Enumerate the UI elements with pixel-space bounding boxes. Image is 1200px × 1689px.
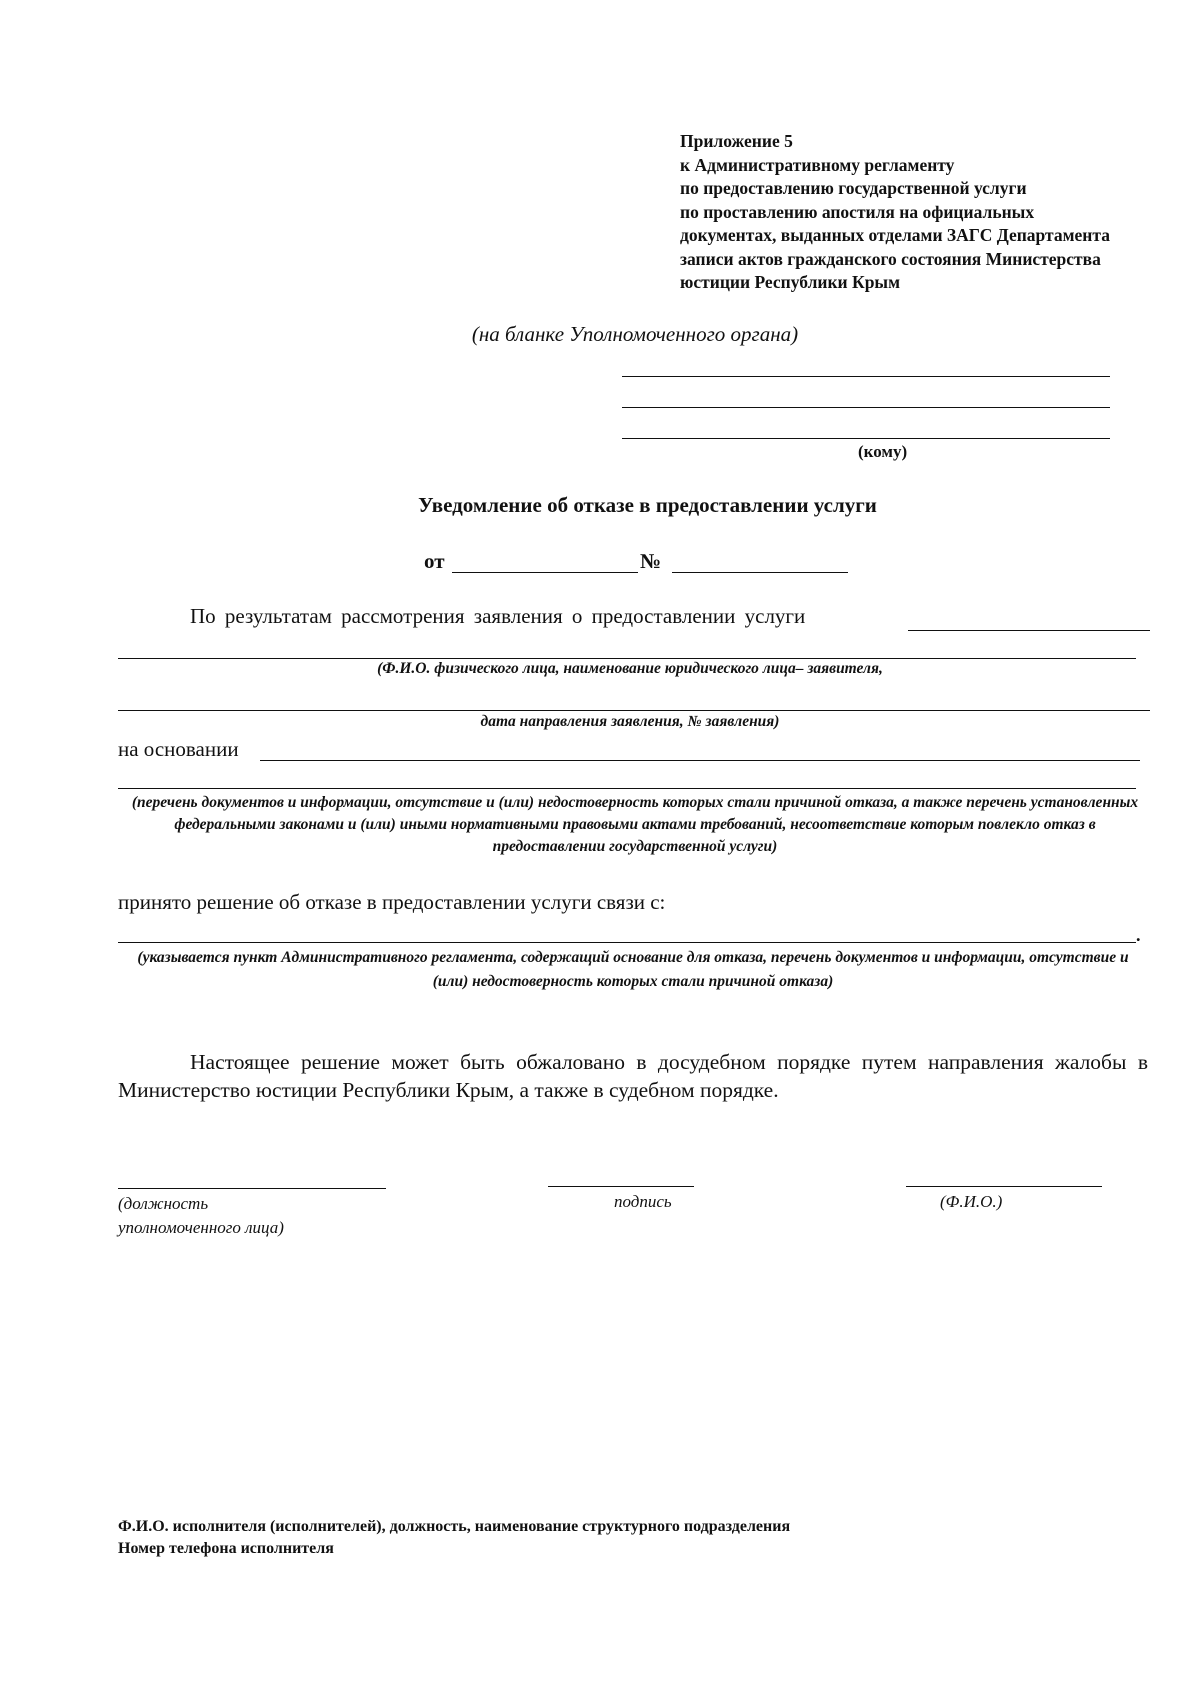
position-signature-line <box>118 1188 386 1189</box>
basis-line <box>118 788 1136 789</box>
name-signature-line <box>906 1186 1102 1187</box>
letterhead-note: (на бланке Уполномоченного органа) <box>471 322 799 346</box>
applicant-note: (Ф.И.О. физического лица, наименование юридического лица– заявителя, <box>377 660 883 677</box>
application-date-note: дата направления заявления, № заявления) <box>480 713 780 730</box>
basis-line <box>260 760 1140 761</box>
decision-note: (указывается пункт Административного регламента, содержащий основание для отказа, перечень документов и информации, отсутствие и (или) недостоверность которых стали причиной отказа) <box>137 949 1129 990</box>
basis-label: на основании <box>118 737 239 761</box>
application-line <box>118 710 1150 711</box>
annex-line: юстиции Республики Крым <box>680 272 901 292</box>
recipient-line <box>622 407 1110 408</box>
position-label <box>118 1192 284 1240</box>
executor-line: Ф.И.О. исполнителя (исполнителей), должность, наименование структурного подразделения <box>118 1518 791 1535</box>
annex-line: записи актов гражданского состояния Министерства <box>680 248 1101 269</box>
number-line <box>672 572 848 573</box>
annex-line: к Административному регламенту <box>680 154 955 175</box>
date-line <box>452 572 638 573</box>
recipient-line <box>622 376 1110 377</box>
sign-label: подпись <box>614 1192 672 1211</box>
review-text: По результатам рассмотрения заявления о предоставлении услуги <box>190 604 806 628</box>
applicant-line <box>118 658 1136 659</box>
annex-line: документах, выданных отделами ЗАГС Департамента <box>680 225 1110 245</box>
decision-text: принято решение об отказе в предоставлении услуги связи с: <box>118 890 666 914</box>
position-label-line2: уполномоченного лица) <box>118 1218 284 1237</box>
annex-line: по проставлению апостиля на официальных <box>680 201 1035 222</box>
decision-end: . <box>1136 925 1141 945</box>
annex-line: Приложение 5 <box>680 131 793 151</box>
number-label: № <box>640 549 662 573</box>
service-line <box>908 630 1150 631</box>
recipient-label: (кому) <box>858 442 908 461</box>
executor-footer <box>118 1516 790 1560</box>
appeal-text: Настоящее решение может быть обжаловано в досудебном порядке путем направления жалобы в Министерство юстиции Республики Крым, а также в судебном порядке. <box>118 1050 1148 1102</box>
document-title: Уведомление об отказе в предоставлении услуги <box>418 493 877 517</box>
annex-header <box>680 130 1180 295</box>
recipient-line <box>622 438 1110 439</box>
annex-line: по предоставлению государственной услуги <box>680 178 1027 198</box>
signature-line <box>548 1186 694 1187</box>
date-label: от <box>424 549 445 573</box>
decision-line <box>118 942 1136 943</box>
name-label: (Ф.И.О.) <box>940 1192 1003 1211</box>
position-label-line1: (должность <box>118 1194 209 1213</box>
executor-phone: Номер телефона исполнителя <box>118 1540 334 1557</box>
basis-note: (перечень документов и информации, отсутствие и (или) недостоверность которых стали причиной отказа, а также перечень установленных федеральными законами и (или) иными нормативными правовыми актами требований, несоответствие которым повлекло отказ в предоставлении государственной услуги) <box>131 794 1139 855</box>
